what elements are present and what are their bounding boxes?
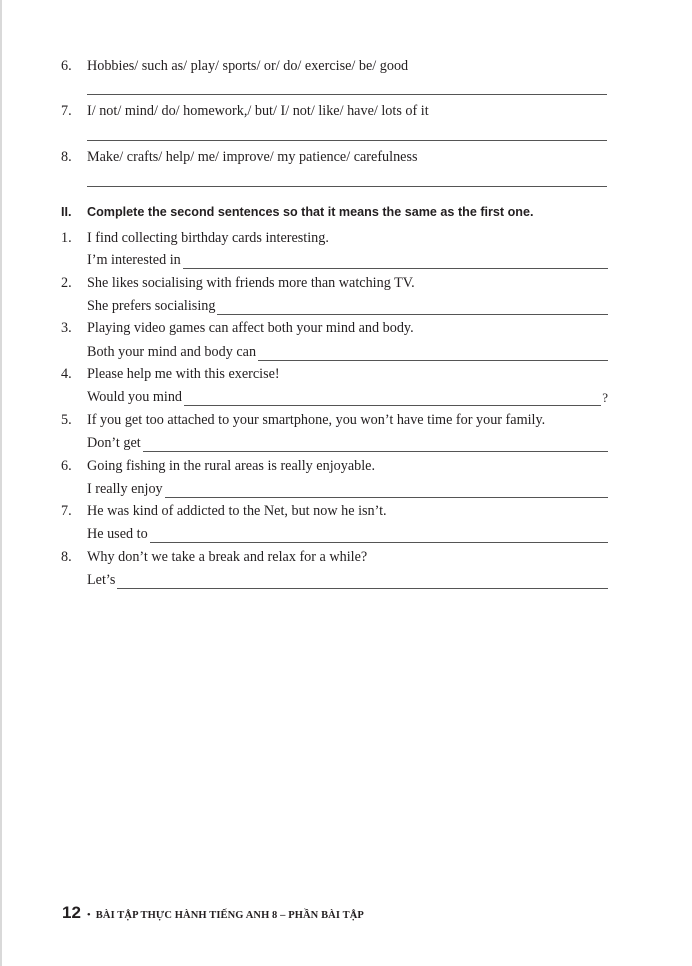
sentence-stem: Don’t get	[87, 435, 141, 451]
item-number: 8.	[61, 549, 72, 565]
answer-row	[87, 298, 608, 315]
item-prompt: Make/ crafts/ help/ me/ improve/ my patience/ carefulness	[87, 149, 418, 165]
sentence-stem: I really enjoy	[87, 481, 163, 497]
page-number: 12	[62, 903, 81, 922]
section-number: II.	[61, 205, 72, 219]
original-sentence: Why don’t we take a break and relax for a while?	[87, 549, 368, 565]
sentence-stem: He used to	[87, 526, 148, 542]
section-heading	[61, 205, 534, 219]
answer-row	[87, 572, 608, 589]
sentence-stem: She prefers socialising	[87, 298, 216, 314]
answer-blank[interactable]	[165, 485, 608, 498]
item-number: 5.	[61, 412, 72, 428]
original-sentence: I find collecting birthday cards interesting.	[87, 230, 329, 246]
answer-blank[interactable]	[117, 576, 608, 589]
original-sentence: Playing video games can affect both your mind and body.	[87, 320, 414, 336]
answer-row	[87, 389, 608, 406]
answer-blank[interactable]	[258, 348, 608, 361]
item-number: 2.	[61, 275, 72, 291]
answer-blank[interactable]	[184, 393, 601, 406]
sentence-stem: Both your mind and body can	[87, 344, 257, 360]
answer-blank[interactable]	[217, 302, 608, 315]
item-number: 4.	[61, 366, 72, 382]
answer-line[interactable]	[87, 186, 607, 187]
answer-row	[87, 344, 608, 361]
page-edge	[0, 0, 2, 966]
sentence-stem: Let’s	[87, 572, 116, 588]
answer-row	[87, 481, 608, 498]
answer-row	[87, 252, 608, 269]
answer-blank[interactable]	[143, 439, 608, 452]
original-sentence: Going fishing in the rural areas is really enjoyable.	[87, 458, 375, 474]
item-number: 6.	[61, 58, 72, 74]
answer-row	[87, 526, 608, 543]
sentence-stem: I’m interested in	[87, 252, 181, 268]
section-instruction: Complete the second sentences so that it means the same as the first one.	[87, 205, 534, 219]
answer-row	[87, 435, 608, 452]
item-prompt: Hobbies/ such as/ play/ sports/ or/ do/ exercise/ be/ good	[87, 58, 409, 74]
answer-blank[interactable]	[150, 530, 608, 543]
question-mark: ?	[602, 390, 608, 405]
original-sentence: Please help me with this exercise!	[87, 366, 280, 382]
answer-line[interactable]	[87, 140, 607, 141]
original-sentence: If you get too attached to your smartphone, you won’t have time for your family.	[87, 412, 546, 428]
item-number: 1.	[61, 230, 72, 246]
item-number: 7.	[61, 503, 72, 519]
page-footer	[62, 903, 364, 923]
item-prompt: I/ not/ mind/ do/ homework,/ but/ I/ not/ like/ have/ lots of it	[87, 103, 429, 119]
item-number: 6.	[61, 458, 72, 474]
item-number: 3.	[61, 320, 72, 336]
answer-blank[interactable]	[183, 256, 608, 269]
bullet-separator: •	[86, 909, 91, 921]
item-number: 8.	[61, 149, 72, 165]
original-sentence: She likes socialising with friends more than watching TV.	[87, 275, 415, 291]
sentence-stem: Would you mind	[87, 389, 183, 405]
item-number: 7.	[61, 103, 72, 119]
answer-line[interactable]	[87, 94, 607, 95]
original-sentence: He was kind of addicted to the Net, but now he isn’t.	[87, 503, 387, 519]
book-title: BÀI TẬP THỰC HÀNH TIẾNG ANH 8 – PHẦN BÀI TẬP	[95, 910, 364, 921]
